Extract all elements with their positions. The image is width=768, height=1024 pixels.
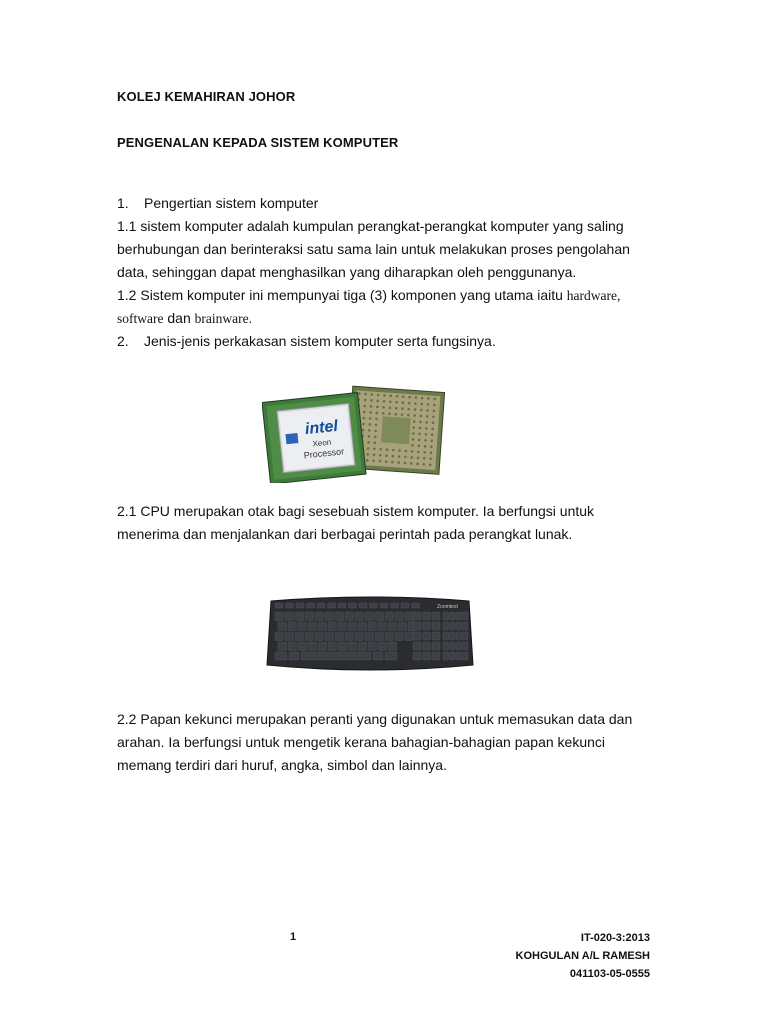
page-number: 1 [290,931,297,943]
conjunction-dan: dan [163,310,195,326]
cpu-illustration [262,383,452,483]
paragraph-2-2-line-3: memang terdiri dari huruf, angka, simbol dan lainnya. [117,757,447,773]
keyboard-brand-label: Zoomtext [437,604,458,610]
intel-logo-text: intel [304,417,339,439]
paragraph-1-1-line-3: data, sehinggan dapat menghasilkan yang diharapkan oleh penggunanya. [117,264,577,280]
paragraph-2-2-line-1: 2.2 Papan kekunci merupakan peranti yang digunakan untuk memasukan data dan [117,711,633,727]
paragraph-1-1-line-2: berhubungan dan berinteraksi satu sama lain untuk melakukan proses pengolahan [117,241,630,257]
paragraph-2-1-line-1: 2.1 CPU merupakan otak bagi sesebuah sistem komputer. Ia berfungsi untuk [117,503,595,519]
cpu-image [262,383,452,483]
paragraph-1-2-line-2 [117,307,252,330]
section-2-title: Jenis-jenis perkakasan sistem komputer serta fungsinya. [144,333,496,349]
term-brainware: brainware. [194,311,252,326]
processor-label: Processor [303,446,345,461]
paragraph-2-1-line-2: menerima dan menjalankan dari berbagai perintah pada perangkat lunak. [117,526,573,542]
paragraph-1-1-line-1: 1.1 sistem komputer adalah kumpulan perangkat-perangkat komputer yang saling [117,218,624,234]
paragraph-1-2-text: 1.2 Sistem komputer ini mempunyai tiga (3) komponen yang utama iaitu [117,287,567,303]
xeon-label: Xeon [312,437,332,449]
term-software: software [117,311,164,326]
school-name: KOLEJ KEMAHIRAN JOHOR [117,89,296,104]
section-2-number: 2. [117,333,129,349]
section-1-heading [117,192,318,215]
keyboard-image [265,595,475,675]
term-hardware: hardware, [566,288,621,303]
keyboard-illustration [265,595,475,675]
footer-name: KOHGULAN A/L RAMESH [515,950,650,962]
paragraph-1-2-line-1 [117,284,620,307]
document-title: PENGENALAN KEPADA SISTEM KOMPUTER [117,135,399,150]
section-1-title: Pengertian sistem komputer [144,195,319,211]
footer-id: 041103-05-0555 [569,968,650,980]
paragraph-2-2-line-2: arahan. Ia berfungsi untuk mengetik kerana bahagian-bahagian papan kekunci [117,734,606,750]
section-2-heading [117,330,496,353]
section-1-number: 1. [117,195,129,211]
footer-code: IT-020-3:2013 [580,932,650,944]
